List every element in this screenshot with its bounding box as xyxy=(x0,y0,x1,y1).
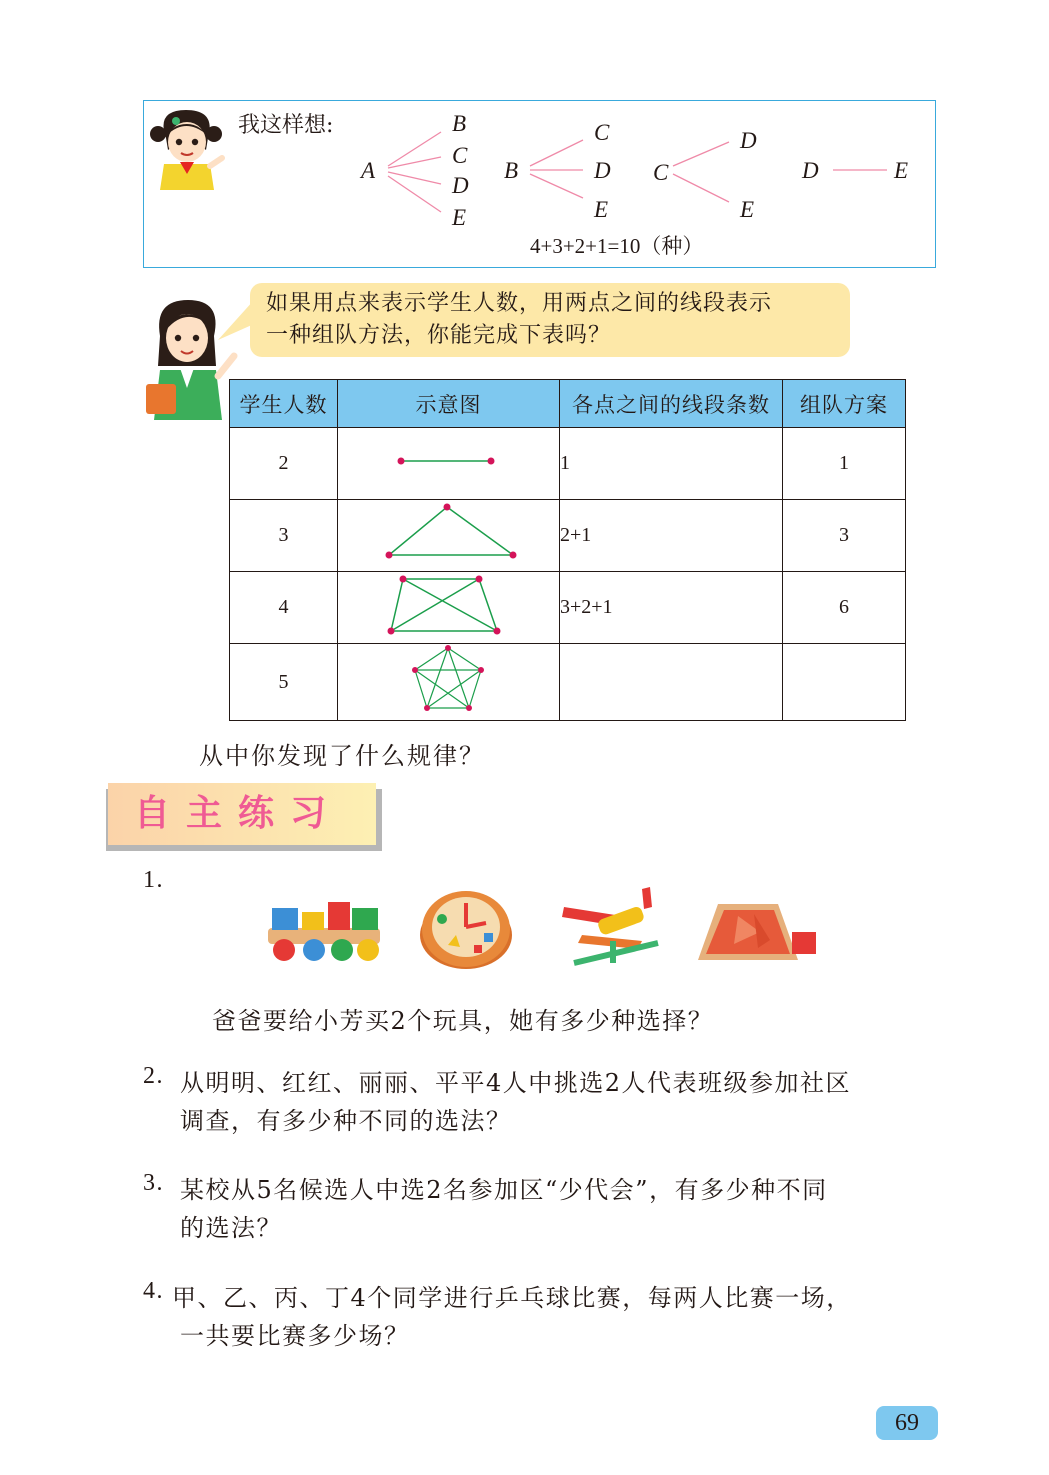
table-row xyxy=(230,644,906,721)
plan-count: 6 xyxy=(783,572,906,644)
table-row xyxy=(230,500,906,572)
segment-count-blank[interactable] xyxy=(560,644,783,721)
tree-root-b: B xyxy=(504,158,519,183)
plan-count: 3 xyxy=(783,500,906,572)
segment-count: 3+2+1 xyxy=(560,572,783,644)
two-point-diagram xyxy=(389,431,509,491)
toy-train-icon xyxy=(262,888,384,970)
exercise-1-number: 1. xyxy=(143,867,164,893)
exercise-2-line-2: 调查，有多少种不同的选法？ xyxy=(180,1107,512,1135)
toy-airplane-icon xyxy=(558,883,664,973)
total-formula: 4+3+2+1=10（种） xyxy=(530,234,704,258)
exercise-2-number: 2. xyxy=(143,1063,164,1089)
tree-leaf: B xyxy=(452,111,467,136)
table-row xyxy=(230,572,906,644)
tree-leaf: C xyxy=(452,143,468,168)
tree-root-d: D xyxy=(802,158,819,183)
diagram-cell xyxy=(338,644,560,721)
bubble-line-2: 一种组队方法，你能完成下表吗？ xyxy=(266,323,612,348)
exercise-3-number: 3. xyxy=(143,1170,164,1196)
five-point-diagram xyxy=(409,644,489,714)
exercise-2-line-1: 从明明、红红、丽丽、平平4人中挑选2人代表班级参加社区 xyxy=(180,1069,852,1097)
tree-root-a: A xyxy=(361,158,376,183)
exercise-4-line-2: 一共要比赛多少场？ xyxy=(180,1322,410,1350)
header-plans: 组队方案 xyxy=(783,380,906,428)
pattern-question: 从中你发现了什么规律？ xyxy=(199,742,485,770)
exercise-1-question: 爸爸要给小芳买2个玩具，她有多少种选择？ xyxy=(212,1007,714,1035)
thinking-label: 我这样想: xyxy=(238,113,334,138)
section-title: 自主练习 xyxy=(108,783,376,845)
tree-leaf: E xyxy=(740,197,755,222)
tree-leaf: E xyxy=(452,205,467,230)
grouping-table xyxy=(229,379,906,721)
tree-leaf: D xyxy=(594,158,611,183)
student-count: 2 xyxy=(230,428,338,500)
three-point-diagram xyxy=(379,501,519,565)
bubble-line-1: 如果用点来表示学生人数，用两点之间的线段表示 xyxy=(266,291,773,316)
tree-leaf: C xyxy=(594,120,610,145)
header-diagram: 示意图 xyxy=(338,380,560,428)
tree-leaf: D xyxy=(740,128,757,153)
four-point-diagram xyxy=(387,573,511,637)
student-count: 5 xyxy=(230,644,338,721)
shape-clock-icon xyxy=(418,883,514,971)
exercise-3-line-1: 某校从5名候选人中选2名参加区“少代会”，有多少种不同 xyxy=(180,1176,828,1204)
tree-leaf: D xyxy=(452,173,469,198)
table-row xyxy=(230,428,906,500)
tangram-puzzle-icon xyxy=(694,900,822,976)
tree-leaf: E xyxy=(894,158,909,183)
page-number: 69 xyxy=(876,1406,938,1440)
exercise-3-line-2: 的选法？ xyxy=(180,1214,282,1242)
exercise-4-line-1: 甲、乙、丙、丁4个同学进行乒乓球比赛，每两人比赛一场， xyxy=(172,1284,852,1312)
plan-count: 1 xyxy=(783,428,906,500)
student-count: 3 xyxy=(230,500,338,572)
header-students: 学生人数 xyxy=(230,380,338,428)
segment-count: 1 xyxy=(560,428,783,500)
header-segments: 各点之间的线段条数 xyxy=(560,380,783,428)
student-count: 4 xyxy=(230,572,338,644)
segment-count: 2+1 xyxy=(560,500,783,572)
plan-count-blank[interactable] xyxy=(783,644,906,721)
diagram-cell xyxy=(338,572,560,644)
teacher-speech-bubble xyxy=(250,283,850,357)
diagram-cell xyxy=(338,428,560,500)
tree-leaf: E xyxy=(594,197,609,222)
diagram-cell xyxy=(338,500,560,572)
exercise-4-number: 4. xyxy=(143,1278,164,1304)
tree-root-c: C xyxy=(653,160,669,185)
speech-bubble-tail xyxy=(218,300,254,344)
